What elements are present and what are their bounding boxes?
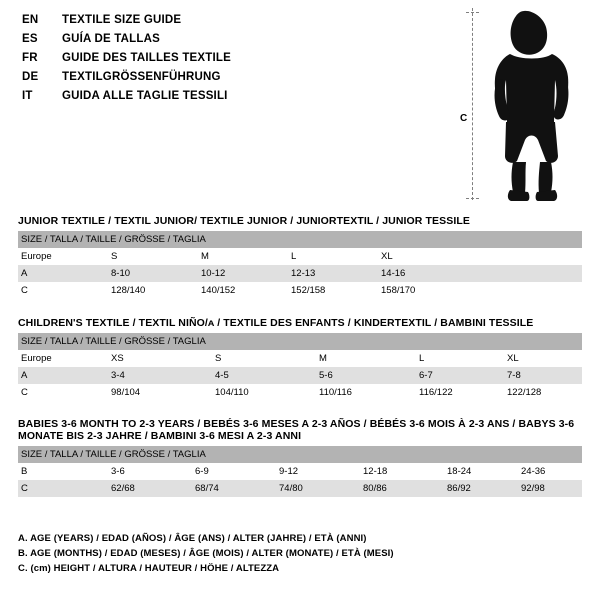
cell: 14-16	[378, 265, 468, 282]
size-table-babies	[18, 446, 582, 497]
measure-label-c: C	[460, 113, 468, 124]
language-code-de: DE	[22, 71, 39, 83]
cell	[468, 265, 582, 282]
cell: 7-8	[504, 367, 582, 384]
language-code-es: ES	[22, 33, 38, 45]
section-junior	[18, 215, 582, 299]
language-code-it: IT	[22, 90, 33, 102]
cell	[468, 282, 582, 299]
cell: L	[288, 248, 378, 265]
row-label: B	[18, 463, 108, 480]
section-babies	[18, 418, 582, 497]
size-table-junior	[18, 231, 582, 299]
section-title-children: CHILDREN'S TEXTILE / TEXTIL NIÑO/ᴀ / TEXTILE DES ENFANTS / KINDERTEXTIL / BAMBINI TESSILE	[18, 317, 534, 329]
cell: 122/128	[504, 384, 582, 401]
cell: M	[316, 350, 416, 367]
legend-line-a: A. AGE (YEARS) / EDAD (AÑOS) / ÂGE (ANS) / ALTER (JAHRE) / ETÀ (ANNI)	[18, 533, 367, 544]
table-row	[18, 463, 582, 480]
table-row	[18, 384, 582, 401]
cell: 4-5	[212, 367, 316, 384]
row-label: C	[18, 480, 108, 497]
table-header-row	[18, 333, 582, 350]
row-label: Europe	[18, 350, 108, 367]
cell: 116/122	[416, 384, 504, 401]
guide-title-it: GUIDA ALLE TAGLIE TESSILI	[62, 90, 228, 102]
cell: 128/140	[108, 282, 198, 299]
cell: L	[416, 350, 504, 367]
language-header	[22, 14, 442, 109]
table-row	[18, 265, 582, 282]
guide-title-en: TEXTILE SIZE GUIDE	[62, 14, 182, 26]
table-row	[18, 282, 582, 299]
row-label: Europe	[18, 248, 108, 265]
table-row	[18, 248, 582, 265]
cell: 110/116	[316, 384, 416, 401]
table-row	[18, 480, 582, 497]
table-header-row	[18, 231, 582, 248]
cell: XL	[504, 350, 582, 367]
cell: S	[212, 350, 316, 367]
measurement-figure	[450, 8, 590, 203]
cell: XS	[108, 350, 212, 367]
row-label: A	[18, 265, 108, 282]
cell: M	[198, 248, 288, 265]
size-header-label: SIZE / TALLA / TAILLE / GRÖSSE / TAGLIA	[18, 333, 582, 350]
legend	[18, 533, 582, 578]
cell: 24-36	[518, 463, 582, 480]
guide-title-de: TEXTILGRÖSSENFÜHRUNG	[62, 71, 221, 83]
height-measure-line	[472, 8, 473, 200]
cell: 6-9	[192, 463, 276, 480]
cell: 10-12	[198, 265, 288, 282]
language-code-fr: FR	[22, 52, 38, 64]
language-code-en: EN	[22, 14, 39, 26]
cell: S	[108, 248, 198, 265]
legend-line-b: B. AGE (MONTHS) / EDAD (MESES) / ÂGE (MOIS) / ALTER (MONATE) / ETÀ (MESI)	[18, 548, 394, 559]
header-row	[22, 90, 442, 107]
cell: 158/170	[378, 282, 468, 299]
cell: XL	[378, 248, 468, 265]
size-header-label: SIZE / TALLA / TAILLE / GRÖSSE / TAGLIA	[18, 446, 582, 463]
section-title-junior: JUNIOR TEXTILE / TEXTIL JUNIOR/ TEXTILE JUNIOR / JUNIORTEXTIL / JUNIOR TESSILE	[18, 215, 470, 227]
size-table-children	[18, 333, 582, 401]
table-row	[18, 350, 582, 367]
toddler-silhouette-icon	[480, 10, 590, 205]
section-children	[18, 317, 582, 401]
cell: 3-4	[108, 367, 212, 384]
row-label: C	[18, 384, 108, 401]
section-title-babies: BABIES 3-6 MONTH TO 2-3 YEARS / BEBÉS 3-6 MESES A 2-3 AÑOS / BÉBÉS 3-6 MOIS À 2-3 ANS / BABYS 3-6 MONATE BIS 2-3 JAHRE / BAMBINI 3-6 MESI A 2-3 ANNI	[18, 418, 575, 442]
table-header-row	[18, 446, 582, 463]
cell: 74/80	[276, 480, 360, 497]
cell: 12-18	[360, 463, 444, 480]
cell: 18-24	[444, 463, 518, 480]
cell: 62/68	[108, 480, 192, 497]
legend-line-c: C. (cm) HEIGHT / ALTURA / HAUTEUR / HÖHE / ALTEZZA	[18, 563, 280, 574]
cell: 68/74	[192, 480, 276, 497]
header-row	[22, 33, 442, 50]
header-row	[22, 71, 442, 88]
cell	[468, 248, 582, 265]
header-row	[22, 14, 442, 31]
guide-title-es: GUÍA DE TALLAS	[62, 33, 160, 45]
table-row	[18, 367, 582, 384]
row-label: A	[18, 367, 108, 384]
guide-title-fr: GUIDE DES TAILLES TEXTILE	[62, 52, 231, 64]
cell: 6-7	[416, 367, 504, 384]
cell: 98/104	[108, 384, 212, 401]
cell: 92/98	[518, 480, 582, 497]
measure-tick-bottom	[466, 198, 479, 199]
cell: 5-6	[316, 367, 416, 384]
cell: 3-6	[108, 463, 192, 480]
header-row	[22, 52, 442, 69]
cell: 80/86	[360, 480, 444, 497]
cell: 152/158	[288, 282, 378, 299]
size-header-label: SIZE / TALLA / TAILLE / GRÖSSE / TAGLIA	[18, 231, 582, 248]
cell: 8-10	[108, 265, 198, 282]
cell: 9-12	[276, 463, 360, 480]
cell: 104/110	[212, 384, 316, 401]
measure-tick-top	[466, 12, 479, 13]
row-label: C	[18, 282, 108, 299]
cell: 86/92	[444, 480, 518, 497]
cell: 140/152	[198, 282, 288, 299]
cell: 12-13	[288, 265, 378, 282]
